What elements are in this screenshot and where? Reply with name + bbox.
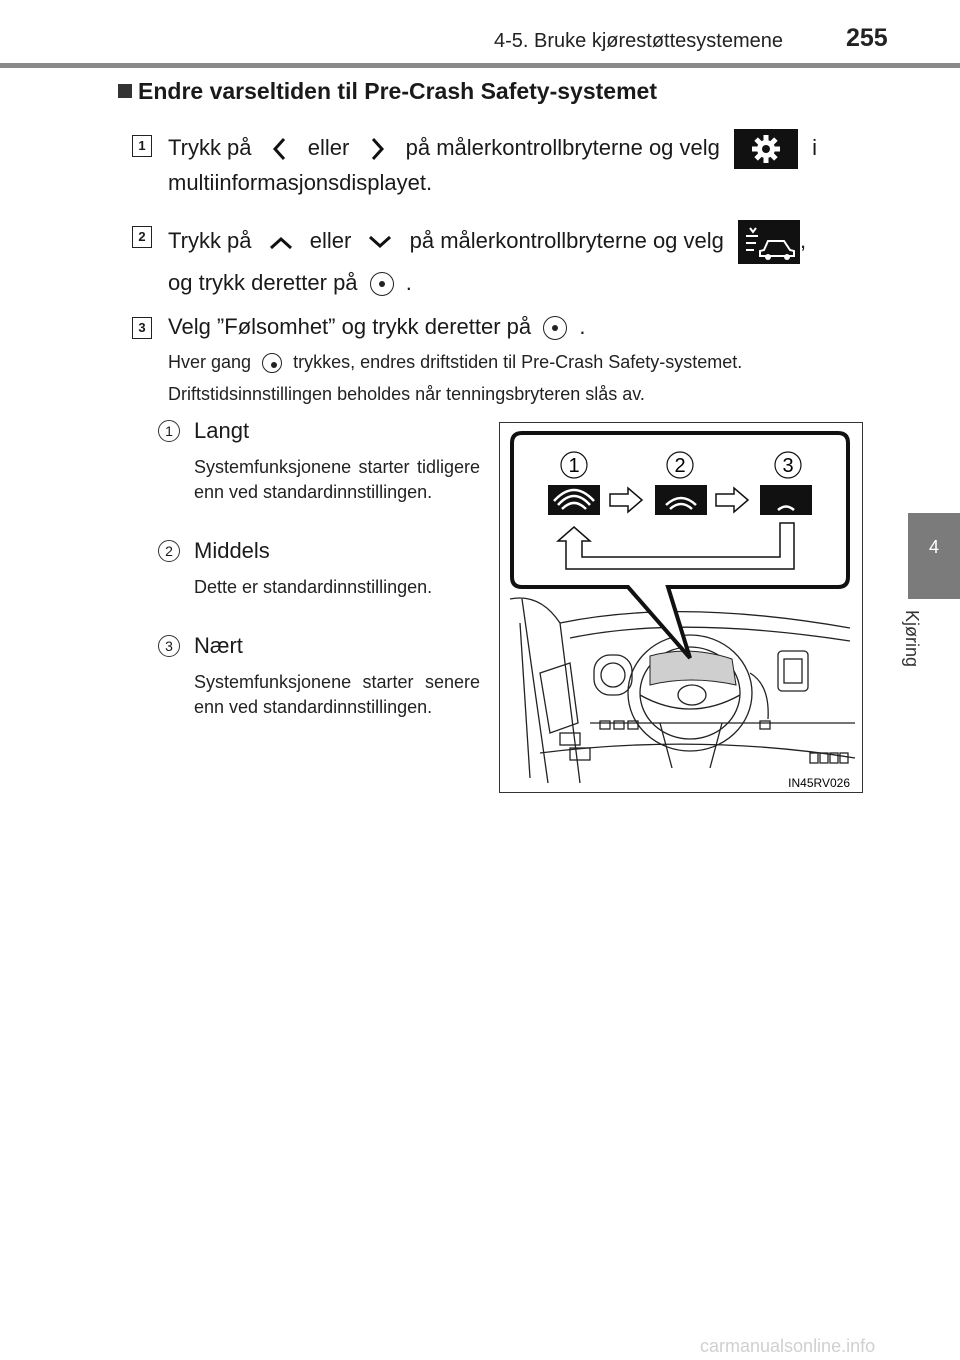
display-medium: [655, 485, 707, 515]
step-number: 3: [132, 317, 152, 339]
option-number: 1: [158, 420, 180, 442]
watermark: carmanualsonline.info: [700, 1336, 876, 1356]
section-title: Endre varseltiden til Pre-Crash Safety-systemet: [118, 78, 657, 105]
option-title: Langt: [194, 418, 250, 443]
option-description: Systemfunksjonene starter senere enn ved standardinnstillingen.: [194, 672, 480, 717]
option-number: 2: [158, 540, 180, 562]
step-1: Trykk på eller på målerkontrollbryterne og velg i: [168, 129, 858, 169]
step-number: 1: [132, 135, 152, 157]
option-number: 3: [158, 635, 180, 657]
chevron-up-icon: [266, 230, 296, 254]
figure-code: IN45RV026: [788, 776, 850, 790]
chapter-number: 4: [928, 537, 939, 557]
illustration-svg: [500, 423, 862, 792]
ok-button-icon: [370, 272, 394, 296]
display-near: [760, 485, 812, 515]
step-1-line2: multiinformasjonsdisplayet.: [168, 170, 433, 195]
option-title: Nært: [194, 633, 243, 658]
figure-label: 2: [674, 455, 686, 477]
header-rule: [0, 63, 960, 68]
option-description: Systemfunksjonene starter tidligere enn ved standardinnstillingen.: [194, 457, 480, 502]
step-number: 2: [132, 226, 152, 248]
ok-button-icon: [543, 316, 567, 340]
option-description: Dette er standardinnstillingen.: [194, 577, 433, 597]
chapter-label: Kjøring: [902, 610, 922, 668]
square-bullet-icon: [118, 84, 132, 98]
settings-gear-icon: [734, 129, 798, 169]
pre-crash-car-icon: [738, 220, 800, 264]
note-1: Hver gang trykkes, endres driftstiden til Pre-Crash Safety-systemet.: [168, 352, 743, 372]
chevron-right-icon: [363, 135, 391, 163]
chevron-down-icon: [365, 230, 395, 254]
running-header: 4-5. Bruke kjørestøttesystemene: [494, 30, 783, 52]
note-2: Driftstidsinnstillingen beholdes når tenningsbryteren slås av.: [168, 384, 645, 404]
chevron-left-icon: [266, 135, 294, 163]
figure-label: 1: [568, 455, 580, 477]
step-2-line2: og trykk deretter på .: [168, 270, 412, 295]
step-3: Velg ”Følsomhet” og trykk deretter på .: [168, 314, 586, 339]
option-title: Middels: [194, 538, 270, 563]
step-2: Trykk på eller på målerkontrollbryterne og velg ,: [168, 220, 868, 264]
ok-button-icon: [262, 353, 282, 373]
page-number: 255: [846, 24, 888, 52]
dashboard-illustration: [499, 422, 863, 793]
figure-label: 3: [782, 455, 794, 477]
